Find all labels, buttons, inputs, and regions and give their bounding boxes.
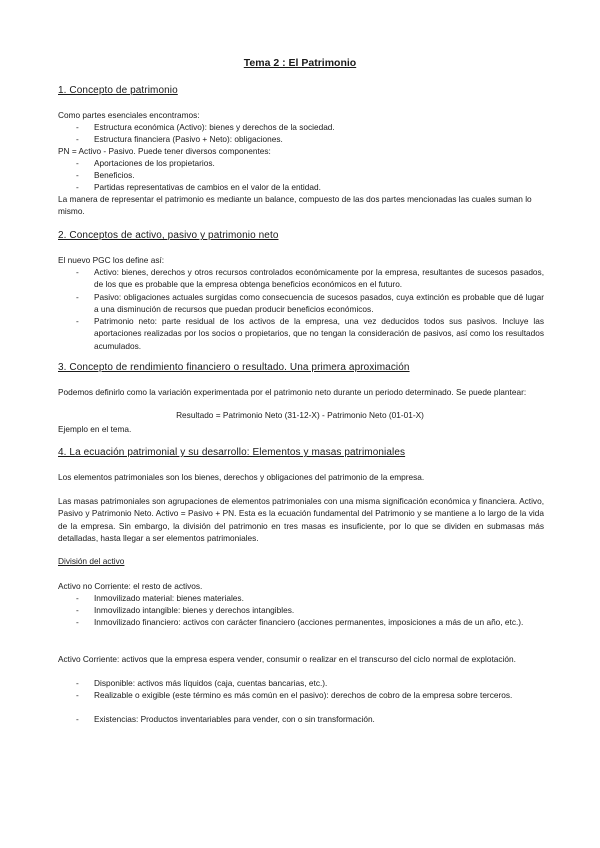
list-item: - Patrimonio neto: parte residual de los activos de la empresa, una vez deducidos todos sus pasivos. Incluye las aportaciones realizadas por los socios o propietarios, que no tengan la consideración de pasivos, así como los resultados acumulados. (76, 316, 544, 351)
s1-closing: La manera de representar el patrimonio es mediante un balance, compuesto de las dos partes mencionadas las cuales suman lo mismo. (58, 194, 532, 217)
list-item: - Activo: bienes, derechos y otros recursos controlados económicamente por la empresa, resultantes de sucesos pasados, de los que es probable que la empresa obtenga beneficios económicos en el futuro. (76, 267, 544, 290)
subheading-division-activo: División del activo (58, 556, 125, 566)
list-item: - Estructura financiera (Pasivo + Neto): obligaciones. (76, 134, 283, 144)
list-item: - Beneficios. (76, 170, 135, 180)
section-1-heading: 1. Concepto de patrimonio (58, 85, 178, 96)
list-item: - Aportaciones de los propietarios. (76, 158, 215, 168)
s3-paragraph: Podemos definirlo como la variación experimentada por el patrimonio neto durante un periodo determinado. Se puede plantear: (58, 387, 527, 397)
s3-example: Ejemplo en el tema. (58, 424, 132, 434)
list-item: - Pasivo: obligaciones actuales surgidas como consecuencia de sucesos pasados, cuya extinción es probable que dé lugar a una disminución de recursos que puedan producir beneficios económicos. (76, 292, 544, 315)
section-3-heading: 3. Concepto de rendimiento financiero o resultado. Una primera aproximación (58, 362, 410, 373)
section-4-heading: 4. La ecuación patrimonial y su desarrollo: Elementos y masas patrimoniales (58, 447, 406, 458)
list-item: - Realizable o exigible (este término es más común en el pasivo): derechos de cobro de la empresa sobre terceros. (76, 690, 513, 700)
anc-line: Activo no Corriente: el resto de activos. (58, 581, 203, 591)
s1-intro: Como partes esenciales encontramos: (58, 110, 200, 120)
list-item: - Disponible: activos más líquidos (caja, cuentas bancarias, etc.). (76, 678, 328, 688)
list-item: - Estructura económica (Activo): bienes y derechos de la sociedad. (76, 122, 335, 132)
list-item: - Existencias: Productos inventariables para vender, con o sin transformación. (76, 714, 375, 724)
s4-paragraph-1: Los elementos patrimoniales son los bienes, derechos y obligaciones del patrimonio de la empresa. (58, 472, 425, 482)
s1-pn-line: PN = Activo - Pasivo. Puede tener diversos componentes: (58, 146, 271, 156)
list-item: - Inmovilizado financiero: activos con carácter financiero (acciones permanentes, imposiciones a más de un año, etc.). (76, 617, 524, 627)
s3-formula: Resultado = Patrimonio Neto (31-12-X) - Patrimonio Neto (01-01-X) (176, 410, 424, 420)
s4-paragraph-2: Las masas patrimoniales son agrupaciones de elementos patrimoniales con una misma significación económica y financiera. Activo, Pasivo y Patrimonio Neto. Activo = Pasivo + PN. Esta es la ecuación fundamental del Patrimonio y se mantiene a lo largo de la vida de la empresa. Sin embargo, la división del patrimonio en tres masas es insuficiente, por lo que se dividen en submasas más detalladas, hasta llegar a ser elementos patrimoniales. (58, 496, 544, 544)
list-item: - Inmovilizado material: bienes materiales. (76, 593, 244, 603)
list-item: - Inmovilizado intangible: bienes y derechos intangibles. (76, 605, 295, 615)
document-title: Tema 2 : El Patrimonio (243, 57, 357, 69)
ac-paragraph: Activo Corriente: activos que la empresa espera vender, consumir o realizar en el transcurso del ciclo normal de explotación. (58, 654, 516, 664)
list-item: - Partidas representativas de cambios en el valor de la entidad. (76, 182, 321, 192)
section-2-heading: 2. Conceptos de activo, pasivo y patrimonio neto (58, 230, 279, 241)
s2-intro: El nuevo PGC los define así: (58, 255, 165, 265)
